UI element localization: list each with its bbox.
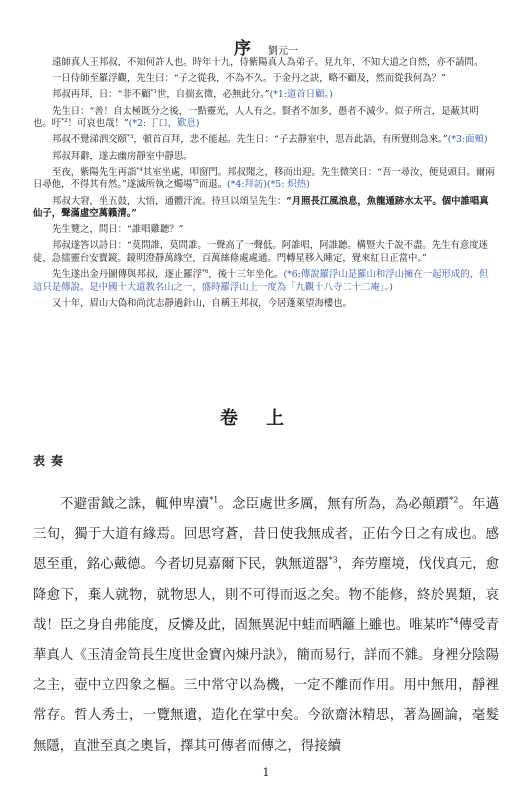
- footnote-marker: *1: [209, 495, 219, 505]
- text-run: 邦叔遂答以詩日：“莫問誰，莫問誰。一聲高了一聲低。阿誰唱，阿誰聽。構豎大千說不盡。先生有意度迷徒，急擂靈台安寶鏡。鏡明澄靜萬緣空，百萬絲條處處通。門轉星移入睡定，覺來紅日正當中。”: [33, 240, 489, 265]
- text-run: 邦叔拜辭，遂去幽房靜室中靜思。: [52, 150, 193, 162]
- footnote-text: (*3:面頰): [447, 134, 488, 146]
- footnote-marker: *6: [202, 269, 209, 276]
- footnote-text: (*1:道首日顧。): [269, 89, 333, 101]
- main-text: [33, 490, 499, 762]
- text-run: “月照長江風浪息，魚龍遁跡水太平。個中誰唱真仙子，聲滿虛空萬籟清。”: [33, 195, 489, 220]
- preface-paragraph: [33, 240, 495, 265]
- text-run: ，頓首百拜，悲不能起。先生日：“子去靜室中，思吾此語，有所覺則急來。”: [133, 134, 448, 146]
- preface-author: 劉元一: [268, 46, 299, 57]
- preface-paragraph: [33, 134, 495, 147]
- footnote-marker: *4: [449, 616, 459, 626]
- footnote-marker: *3: [328, 555, 338, 565]
- text-run: ，後十三年坐化。: [208, 269, 284, 281]
- section-title: 表奏: [33, 454, 70, 468]
- volume-title: 卷上: [220, 408, 312, 429]
- text-run: ，奔劳塵境，伐伐真元，愈降愈下，棄人就物，就物思人，則不可得而返之矣。物不能修，終於異類，哀哉！臣之身自弗能度，反憐及此，固無異泥中蛙而晒籬上雖也。唯某昨: [33, 557, 500, 633]
- footnote-marker: *5: [192, 179, 199, 186]
- text-run: 一日侍師至羅浮觀，先生曰：“子之從我，不為不久。于金丹之訣，略不顧及，然而從我何為？”: [52, 73, 446, 85]
- footnote-text: (*6:傳說羅浮山是羅山和浮山擁在一起形成的，但這只是傳說。是中國十大道教名山之一，盛時羅浮山上一度為「九觀十八寺二十二庵」。): [33, 269, 489, 293]
- footnote-marker: *1: [150, 89, 157, 96]
- text-run: 先生遂出金丹圖傳與邦叔，逐止羅浮: [52, 269, 203, 281]
- preface-title: 序: [233, 39, 253, 59]
- text-run: ！可哀也哉！”: [67, 118, 129, 130]
- page-number: 1: [262, 766, 270, 779]
- text-run: 邦叔不覺涕泗交頤: [52, 134, 128, 146]
- preface-body: [33, 57, 495, 314]
- text-run: 先生覽之，問日：“誰唱雞聽？”: [52, 224, 184, 236]
- preface-paragraph: [33, 196, 495, 221]
- text-run: 吁: [51, 118, 62, 130]
- preface-paragraph: [33, 89, 495, 102]
- text-run: 其室坐處，叩窗門。邦叔聞之，移而出迎。先生微笑日：“吾一尋汝，便見頭目。爾兩日尋他，不得其有然。”遂滅所執之燭場: [33, 166, 495, 191]
- text-run: 。念臣處世多厲，無有所為，為必顛躓: [218, 497, 450, 512]
- footnote-text: (*4:拜訪)(*5: 炽热): [227, 179, 310, 191]
- text-run: 又十年，眉山大偽和尚沈志靜過針山，自稱王邦叔，今居蓬萊望海樓也。: [52, 298, 353, 310]
- text-run: 傳受青華真人《玉清金笥長生度世金寶內煉丹訣》，簡而易行，詳而不雜。身裡分陰陽之主，壺中立四象之樞。三中常守以為機，一定不離而作用。用中無用，靜裡常存。哲人秀士，一覽無遺，造化在掌中矣。今欲齋沐精思，著為圖論，毫髮無隱，直泄至真之奧旨，擇其可傳者而傳之，得接續: [33, 617, 499, 754]
- text-run: 世，自揣玄微，必無此分。”: [156, 89, 270, 101]
- preface-heading: [0, 34, 532, 59]
- preface-paragraph: [33, 73, 495, 86]
- preface-paragraph: [33, 298, 495, 311]
- main-paragraph: [33, 490, 499, 762]
- text-run: 至夜，紫陽先生再詣: [52, 166, 137, 178]
- text-run: 先生日：“善！自太極既分之後，一點靈光，人人有之。賢者不加多，愚者不減少。似子所言，是蔽其明也。: [33, 105, 479, 130]
- footnote-marker: *3: [127, 134, 134, 141]
- preface-paragraph: [33, 224, 495, 237]
- footnote-marker: *2: [449, 495, 459, 505]
- text-run: 遠師真人王邦叔，不知何許人也。時年十九，侍紫陽真人為弟子。見九年，不知大道之自然，亦不請問。: [52, 57, 484, 68]
- preface-paragraph: [33, 151, 495, 164]
- preface-paragraph: [33, 167, 495, 192]
- text-run: 。年邁三旬，獨于大道有緣焉。回思穹蒼，昔日使我無成者，正佑今日之有成也。感恩至重，銘心戴德。今者切見嘉爾下民，孰無道器: [33, 497, 500, 573]
- text-run: 不避雷鉞之誅，輒伸卑瀆: [60, 497, 210, 512]
- preface-paragraph: [33, 106, 495, 131]
- text-run: 而退。: [198, 179, 228, 191]
- preface-paragraph: [33, 57, 495, 70]
- footnote-text: (*2: 丁口，歎息): [128, 118, 200, 130]
- text-run: 邦叔再拜，日：“非不顧: [52, 89, 151, 101]
- text-run: 邦叔大窘，坐五鼓，大悟，通體汗流。待旦以頌呈先生：: [52, 195, 287, 207]
- footnote-marker: *4: [136, 166, 143, 173]
- footnote-marker: *2: [61, 118, 68, 125]
- preface-paragraph: [33, 269, 495, 294]
